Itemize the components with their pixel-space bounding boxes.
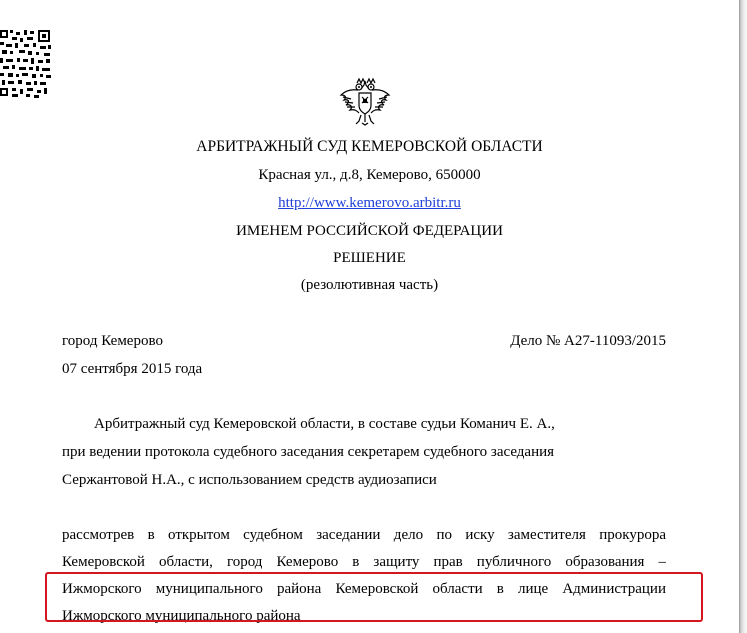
paragraph1-line1: Арбитражный суд Кемеровской области, в составе судьи Команич Е. А.,: [94, 416, 555, 432]
court-website-link[interactable]: http://www.kemerovo.arbitr.ru: [278, 195, 461, 211]
court-website-container: [0, 194, 739, 212]
paragraph2-line3: Ижморского муниципального района Кемеровской области в лице Администрации: [62, 581, 666, 597]
russian-coat-of-arms-icon: [337, 77, 393, 127]
decision-part: (резолютивная часть): [300, 277, 439, 293]
decision-date: 07 сентября 2015 года: [62, 361, 203, 377]
in-name-of-heading: ИМЕНЕМ РОССИЙСКОЙ ФЕДЕРАЦИИ: [236, 223, 503, 239]
paragraph1-line3: Сержантовой Н.А., с использованием средств аудиозаписи: [62, 472, 437, 488]
qr-code-icon: [0, 28, 52, 100]
case-number: Дело № А27-11093/2015: [510, 333, 666, 349]
court-name: АРБИТРАЖНЫЙ СУД КЕМЕРОВСКОЙ ОБЛАСТИ: [196, 138, 543, 155]
paragraph2-line1: рассмотрев в открытом судебном заседании дело по иску заместителя прокурора: [62, 527, 666, 543]
page-edge-shadow: [739, 0, 747, 633]
city: город Кемерово: [62, 333, 163, 349]
paragraph2-line4: Ижморского муниципального района: [62, 608, 301, 624]
paragraph2-line2: Кемеровской области, город Кемерово в защиту прав публичного образования –: [62, 554, 666, 570]
paragraph1-line2: при ведении протокола судебного заседания секретарем судебного заседания: [62, 444, 555, 460]
decision-heading: РЕШЕНИЕ: [333, 250, 406, 266]
court-address: Красная ул., д.8, Кемерово, 650000: [258, 167, 481, 183]
highlight-box: [45, 572, 703, 622]
